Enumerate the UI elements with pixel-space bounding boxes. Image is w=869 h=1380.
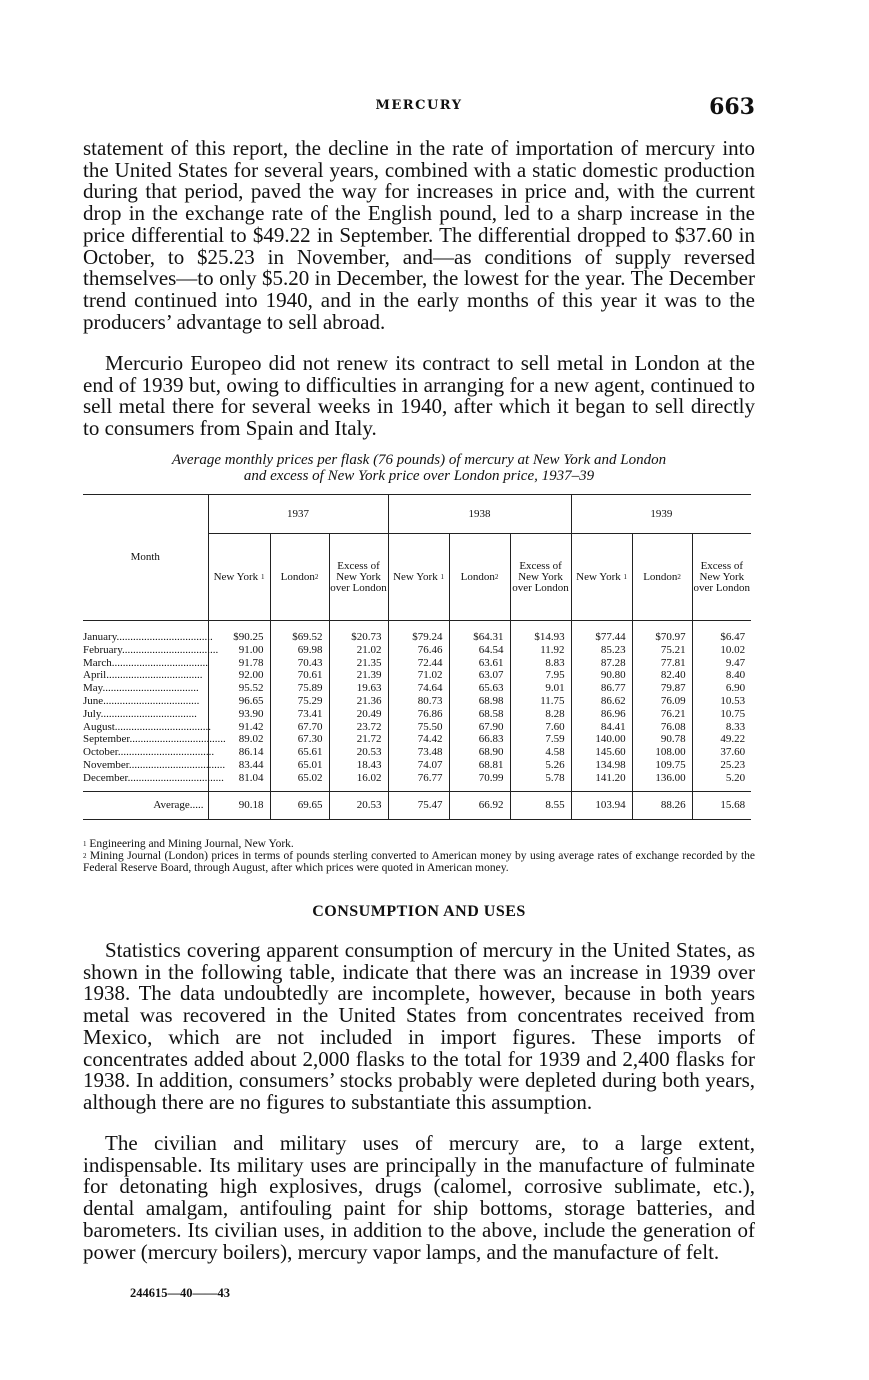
average-row	[83, 791, 751, 820]
value-cell: 86.62	[571, 695, 632, 708]
value-cell: $14.93	[510, 621, 571, 644]
month-cell	[83, 657, 208, 670]
footnote-1	[83, 838, 755, 850]
col-new-york-1938	[388, 534, 449, 621]
year-header-1937: 1937	[208, 495, 388, 534]
leader-dots: ...................................	[111, 656, 208, 669]
value-cell: 76.86	[388, 708, 449, 721]
table-row	[83, 621, 751, 644]
value-cell: 7.60	[510, 721, 571, 734]
value-cell: $90.25	[208, 621, 270, 644]
value-cell: 90.80	[571, 669, 632, 682]
value-cell: 91.78	[208, 657, 270, 670]
value-cell: 108.00	[632, 746, 692, 759]
month-cell	[83, 682, 208, 695]
year-header-1938: 1938	[388, 495, 571, 534]
table-caption-line-1: Average monthly prices per flask (76 pounds) of mercury at New York and London	[171, 452, 667, 468]
footnote-2-text: Mining Journal (London) prices in terms of pounds sterling converted to American money by using average rates of exchange recorded by the Federal Reserve Board, through August, after which prices were quoted in American money.	[83, 850, 755, 874]
value-cell: 7.95	[510, 669, 571, 682]
value-cell: 74.42	[388, 733, 449, 746]
value-cell: 67.30	[270, 733, 329, 746]
col-excess-1939: Excess of New York over London	[692, 534, 751, 621]
month-cell	[83, 771, 224, 791]
value-cell: 75.89	[270, 682, 329, 695]
value-cell: 8.28	[510, 708, 571, 721]
section-heading: CONSUMPTION AND USES	[312, 903, 526, 920]
average-label: Average	[153, 798, 190, 811]
paragraph-2: Mercurio Europeo did not renew its contract to sell metal in London at the end of 1939 but, owing to difficulties in arranging for a new agent, continued to sell metal there for several weeks in 1940, after which it began to sell directly to consumers from Spain and Italy.	[83, 351, 755, 441]
value-cell: 64.54	[449, 644, 510, 657]
value-cell: 10.75	[692, 708, 751, 721]
value-cell: 25.23	[692, 759, 751, 772]
month-cell	[83, 621, 213, 644]
month-label: July	[83, 707, 101, 720]
month-label: May	[83, 682, 103, 695]
value-cell: 21.39	[329, 669, 388, 682]
value-cell: 82.40	[632, 669, 692, 682]
leader-dots: .....	[189, 798, 204, 811]
value-cell: 7.59	[510, 733, 571, 746]
value-cell: 9.47	[692, 657, 751, 670]
value-cell: 75.29	[270, 695, 329, 708]
value-cell: 6.90	[692, 682, 751, 695]
value-cell: 19.63	[329, 682, 388, 695]
month-cell	[83, 708, 208, 721]
average-value-cell: 66.92	[449, 791, 510, 820]
value-cell: 93.90	[208, 708, 270, 721]
average-value-cell: 20.53	[329, 791, 388, 820]
month-cell	[83, 733, 226, 746]
value-cell: 75.21	[632, 644, 692, 657]
value-cell: 86.77	[571, 682, 632, 695]
month-label: August	[83, 720, 115, 733]
value-cell: 68.98	[449, 695, 510, 708]
value-cell: 81.04	[208, 772, 270, 791]
leader-dots: ...................................	[103, 694, 200, 707]
value-cell: $70.97	[632, 621, 692, 644]
leader-dots: ...................................	[114, 720, 212, 733]
table-row	[83, 669, 751, 682]
value-cell: 72.44	[388, 657, 449, 670]
footnote-2	[83, 850, 755, 874]
running-title: MERCURY	[375, 98, 463, 113]
month-cell	[83, 720, 212, 734]
value-cell: $64.31	[449, 621, 510, 644]
value-cell: 11.92	[510, 644, 571, 657]
value-cell: 5.20	[692, 772, 751, 791]
table-caption	[83, 452, 755, 484]
value-cell: 10.53	[692, 695, 751, 708]
value-cell: 76.08	[632, 721, 692, 734]
footnotes	[83, 838, 755, 874]
value-cell: 16.02	[329, 772, 388, 791]
price-table	[83, 494, 751, 820]
value-cell: 8.83	[510, 657, 571, 670]
value-cell: 70.99	[449, 772, 510, 791]
col-london-1937	[270, 534, 329, 621]
value-cell: 63.07	[449, 669, 510, 682]
value-cell: 109.75	[632, 759, 692, 772]
value-cell: 76.46	[388, 644, 449, 657]
month-cell	[83, 643, 219, 657]
value-cell: 91.00	[208, 644, 270, 657]
col-new-york-1939	[571, 534, 632, 621]
value-cell: 73.41	[270, 708, 329, 721]
leader-dots: ...................................	[127, 771, 224, 784]
table-row	[83, 644, 751, 657]
average-label-cell	[83, 791, 208, 820]
table-row	[83, 772, 751, 791]
value-cell: 83.44	[208, 759, 270, 772]
value-cell: 140.00	[571, 733, 632, 746]
month-label: February	[83, 643, 122, 656]
leader-dots: ...................................	[128, 758, 226, 771]
month-label: December	[83, 771, 128, 784]
average-value-cell: 90.18	[208, 791, 270, 820]
value-cell: 141.20	[571, 772, 632, 791]
month-cell	[83, 746, 215, 759]
value-cell: 69.98	[270, 644, 329, 657]
value-cell: 37.60	[692, 746, 751, 759]
value-cell: 89.02	[208, 733, 270, 746]
footnote-2-mark: 2	[83, 852, 87, 860]
value-cell: $20.73	[329, 621, 388, 644]
month-label: March	[83, 656, 112, 669]
leader-dots: ...................................	[100, 707, 197, 720]
value-cell: 145.60	[571, 746, 632, 759]
table-caption-line-2: and excess of New York price over London price, 1937–39	[243, 468, 595, 484]
value-cell: 95.52	[208, 682, 270, 695]
value-cell: $69.52	[270, 621, 329, 644]
col-london-label: London	[460, 570, 495, 583]
value-cell: 67.90	[449, 721, 510, 734]
value-cell: 9.01	[510, 682, 571, 695]
running-head	[83, 94, 755, 118]
value-cell: 76.21	[632, 708, 692, 721]
value-cell: 86.14	[208, 746, 270, 759]
leader-dots: ...................................	[129, 733, 226, 746]
col-london-label: London	[280, 570, 315, 583]
footnote-ref-1: 1	[623, 572, 627, 581]
value-cell: 71.02	[388, 669, 449, 682]
footnote-ref-2: 2	[314, 572, 319, 581]
value-cell: 91.42	[208, 721, 270, 734]
col-new-york-label: New York	[213, 570, 259, 583]
value-cell: 77.81	[632, 657, 692, 670]
leader-dots: ...................................	[116, 631, 213, 643]
value-cell: 8.40	[692, 669, 751, 682]
month-cell	[83, 758, 226, 772]
value-cell: 65.61	[270, 746, 329, 759]
paragraph-1: statement of this report, the decline in the rate of importation of mercury into the United States for several years, combined with a static domestic production during that period, paved the way for increases in price and, with the current drop in the exchange rate of the English pound, led to a sharp increase in the price differential to $49.22 in September. The differential dropped to $37.60 in October, to $25.23 in November, and—as conditions of supply reversed themselves—to only $5.20 in December, the lowest for the year. The December trend continued into 1940, and in the early months of this year it was to the producers’ advantage to sell abroad.	[83, 136, 755, 334]
col-excess-1937: Excess of New York over London	[329, 534, 388, 621]
table-row	[83, 708, 751, 721]
value-cell: 74.64	[388, 682, 449, 695]
value-cell: 80.73	[388, 695, 449, 708]
month-label: January	[83, 631, 117, 643]
value-cell: 11.75	[510, 695, 571, 708]
value-cell: 65.63	[449, 682, 510, 695]
col-london-label: London	[643, 570, 678, 583]
month-label: April	[83, 669, 107, 682]
value-cell: 10.02	[692, 644, 751, 657]
value-cell: 74.07	[388, 759, 449, 772]
footnote-ref-1: 1	[440, 572, 444, 581]
value-cell: 23.72	[329, 721, 388, 734]
value-cell: 21.35	[329, 657, 388, 670]
paragraph-3: Statistics covering apparent consumption of mercury in the United States, as shown in the following table, indicate that there was an increase in 1939 over 1938. The data undoubtedly are incomplete, however, because in both years metal was recovered in the United States from concentrates received from Mexico, which are not included in import figures. These imports of concentrates added about 2,000 flasks to the total for 1939 and 2,400 flasks for 1938. In addition, consumers’ stocks probably were depleted during both years, although there are no figures to substantiate this assumption.	[83, 938, 755, 1114]
col-london-1939	[632, 534, 692, 621]
value-cell: 87.28	[571, 657, 632, 670]
value-cell: 136.00	[632, 772, 692, 791]
footnote-ref-1: 1	[260, 572, 265, 581]
value-cell: $79.24	[388, 621, 449, 644]
footnote-ref-2: 2	[677, 572, 681, 581]
month-label: September	[83, 733, 130, 746]
value-cell: 21.72	[329, 733, 388, 746]
col-london-1938	[449, 534, 510, 621]
average-value-cell: 75.47	[388, 791, 449, 820]
value-cell: 75.50	[388, 721, 449, 734]
value-cell: 76.77	[388, 772, 449, 791]
value-cell: 76.09	[632, 695, 692, 708]
value-cell: 67.70	[270, 721, 329, 734]
month-cell	[83, 669, 208, 682]
value-cell: 8.33	[692, 721, 751, 734]
table-row	[83, 695, 751, 708]
value-cell: 70.43	[270, 657, 329, 670]
leader-dots: ...................................	[122, 643, 219, 656]
footnote-1-mark: 1	[83, 840, 87, 848]
col-new-york-1937	[208, 534, 270, 621]
printer-code: 244615—40——43	[130, 1286, 230, 1300]
price-table-wrapper	[83, 494, 751, 820]
month-label: October	[83, 746, 118, 759]
value-cell: 73.48	[388, 746, 449, 759]
month-column-header: Month	[83, 495, 208, 621]
value-cell: 18.43	[329, 759, 388, 772]
value-cell: 79.87	[632, 682, 692, 695]
table-row	[83, 721, 751, 734]
value-cell: 90.78	[632, 733, 692, 746]
value-cell: $6.47	[692, 621, 751, 644]
table-row	[83, 682, 751, 695]
paragraph-4: The civilian and military uses of mercury are, to a large extent, indispensable. Its military uses are principally in the manufacture of fulminate for detonating high explosives, drugs (calomel, corrosive sublimate, etc.), dental amalgam, antifouling paint for ship bottoms, storage batteries, and barometers. Its civilian uses, in addition to the above, include the generation of power (mercury boilers), mercury vapor lamps, and the manufacture of felt.	[83, 1131, 755, 1264]
value-cell: 66.83	[449, 733, 510, 746]
value-cell: 63.61	[449, 657, 510, 670]
col-new-york-label: New York	[393, 570, 438, 583]
leader-dots: ...................................	[117, 746, 215, 759]
value-cell: 4.58	[510, 746, 571, 759]
table-row	[83, 733, 751, 746]
value-cell: 21.02	[329, 644, 388, 657]
footnote-ref-2: 2	[494, 572, 499, 581]
average-value-cell: 88.26	[632, 791, 692, 820]
col-new-york-label: New York	[576, 570, 621, 583]
value-cell: 65.01	[270, 759, 329, 772]
leader-dots: ...................................	[102, 682, 199, 695]
value-cell: 70.61	[270, 669, 329, 682]
value-cell: 49.22	[692, 733, 751, 746]
footnote-1-text: Engineering and Mining Journal, New York.	[89, 838, 294, 850]
col-excess-1938: Excess of New York over London	[510, 534, 571, 621]
month-label: November	[83, 758, 129, 771]
value-cell: $77.44	[571, 621, 632, 644]
year-header-1939: 1939	[571, 495, 751, 534]
leader-dots: ...................................	[106, 669, 203, 682]
value-cell: 5.78	[510, 772, 571, 791]
value-cell: 86.96	[571, 708, 632, 721]
page-number: 663	[709, 94, 755, 120]
table-row	[83, 746, 751, 759]
month-label: June	[83, 694, 104, 707]
value-cell: 84.41	[571, 721, 632, 734]
average-value-cell: 103.94	[571, 791, 632, 820]
value-cell: 96.65	[208, 695, 270, 708]
table-body	[83, 621, 751, 820]
value-cell: 20.53	[329, 746, 388, 759]
average-value-cell: 69.65	[270, 791, 329, 820]
month-cell	[83, 695, 208, 708]
value-cell: 85.23	[571, 644, 632, 657]
value-cell: 68.90	[449, 746, 510, 759]
value-cell: 21.36	[329, 695, 388, 708]
average-value-cell: 15.68	[692, 791, 751, 820]
table-row	[83, 657, 751, 670]
value-cell: 20.49	[329, 708, 388, 721]
value-cell: 68.81	[449, 759, 510, 772]
table-row	[83, 759, 751, 772]
value-cell: 134.98	[571, 759, 632, 772]
value-cell: 68.58	[449, 708, 510, 721]
average-value-cell: 8.55	[510, 791, 571, 820]
value-cell: 92.00	[208, 669, 270, 682]
value-cell: 5.26	[510, 759, 571, 772]
value-cell: 65.02	[270, 772, 329, 791]
